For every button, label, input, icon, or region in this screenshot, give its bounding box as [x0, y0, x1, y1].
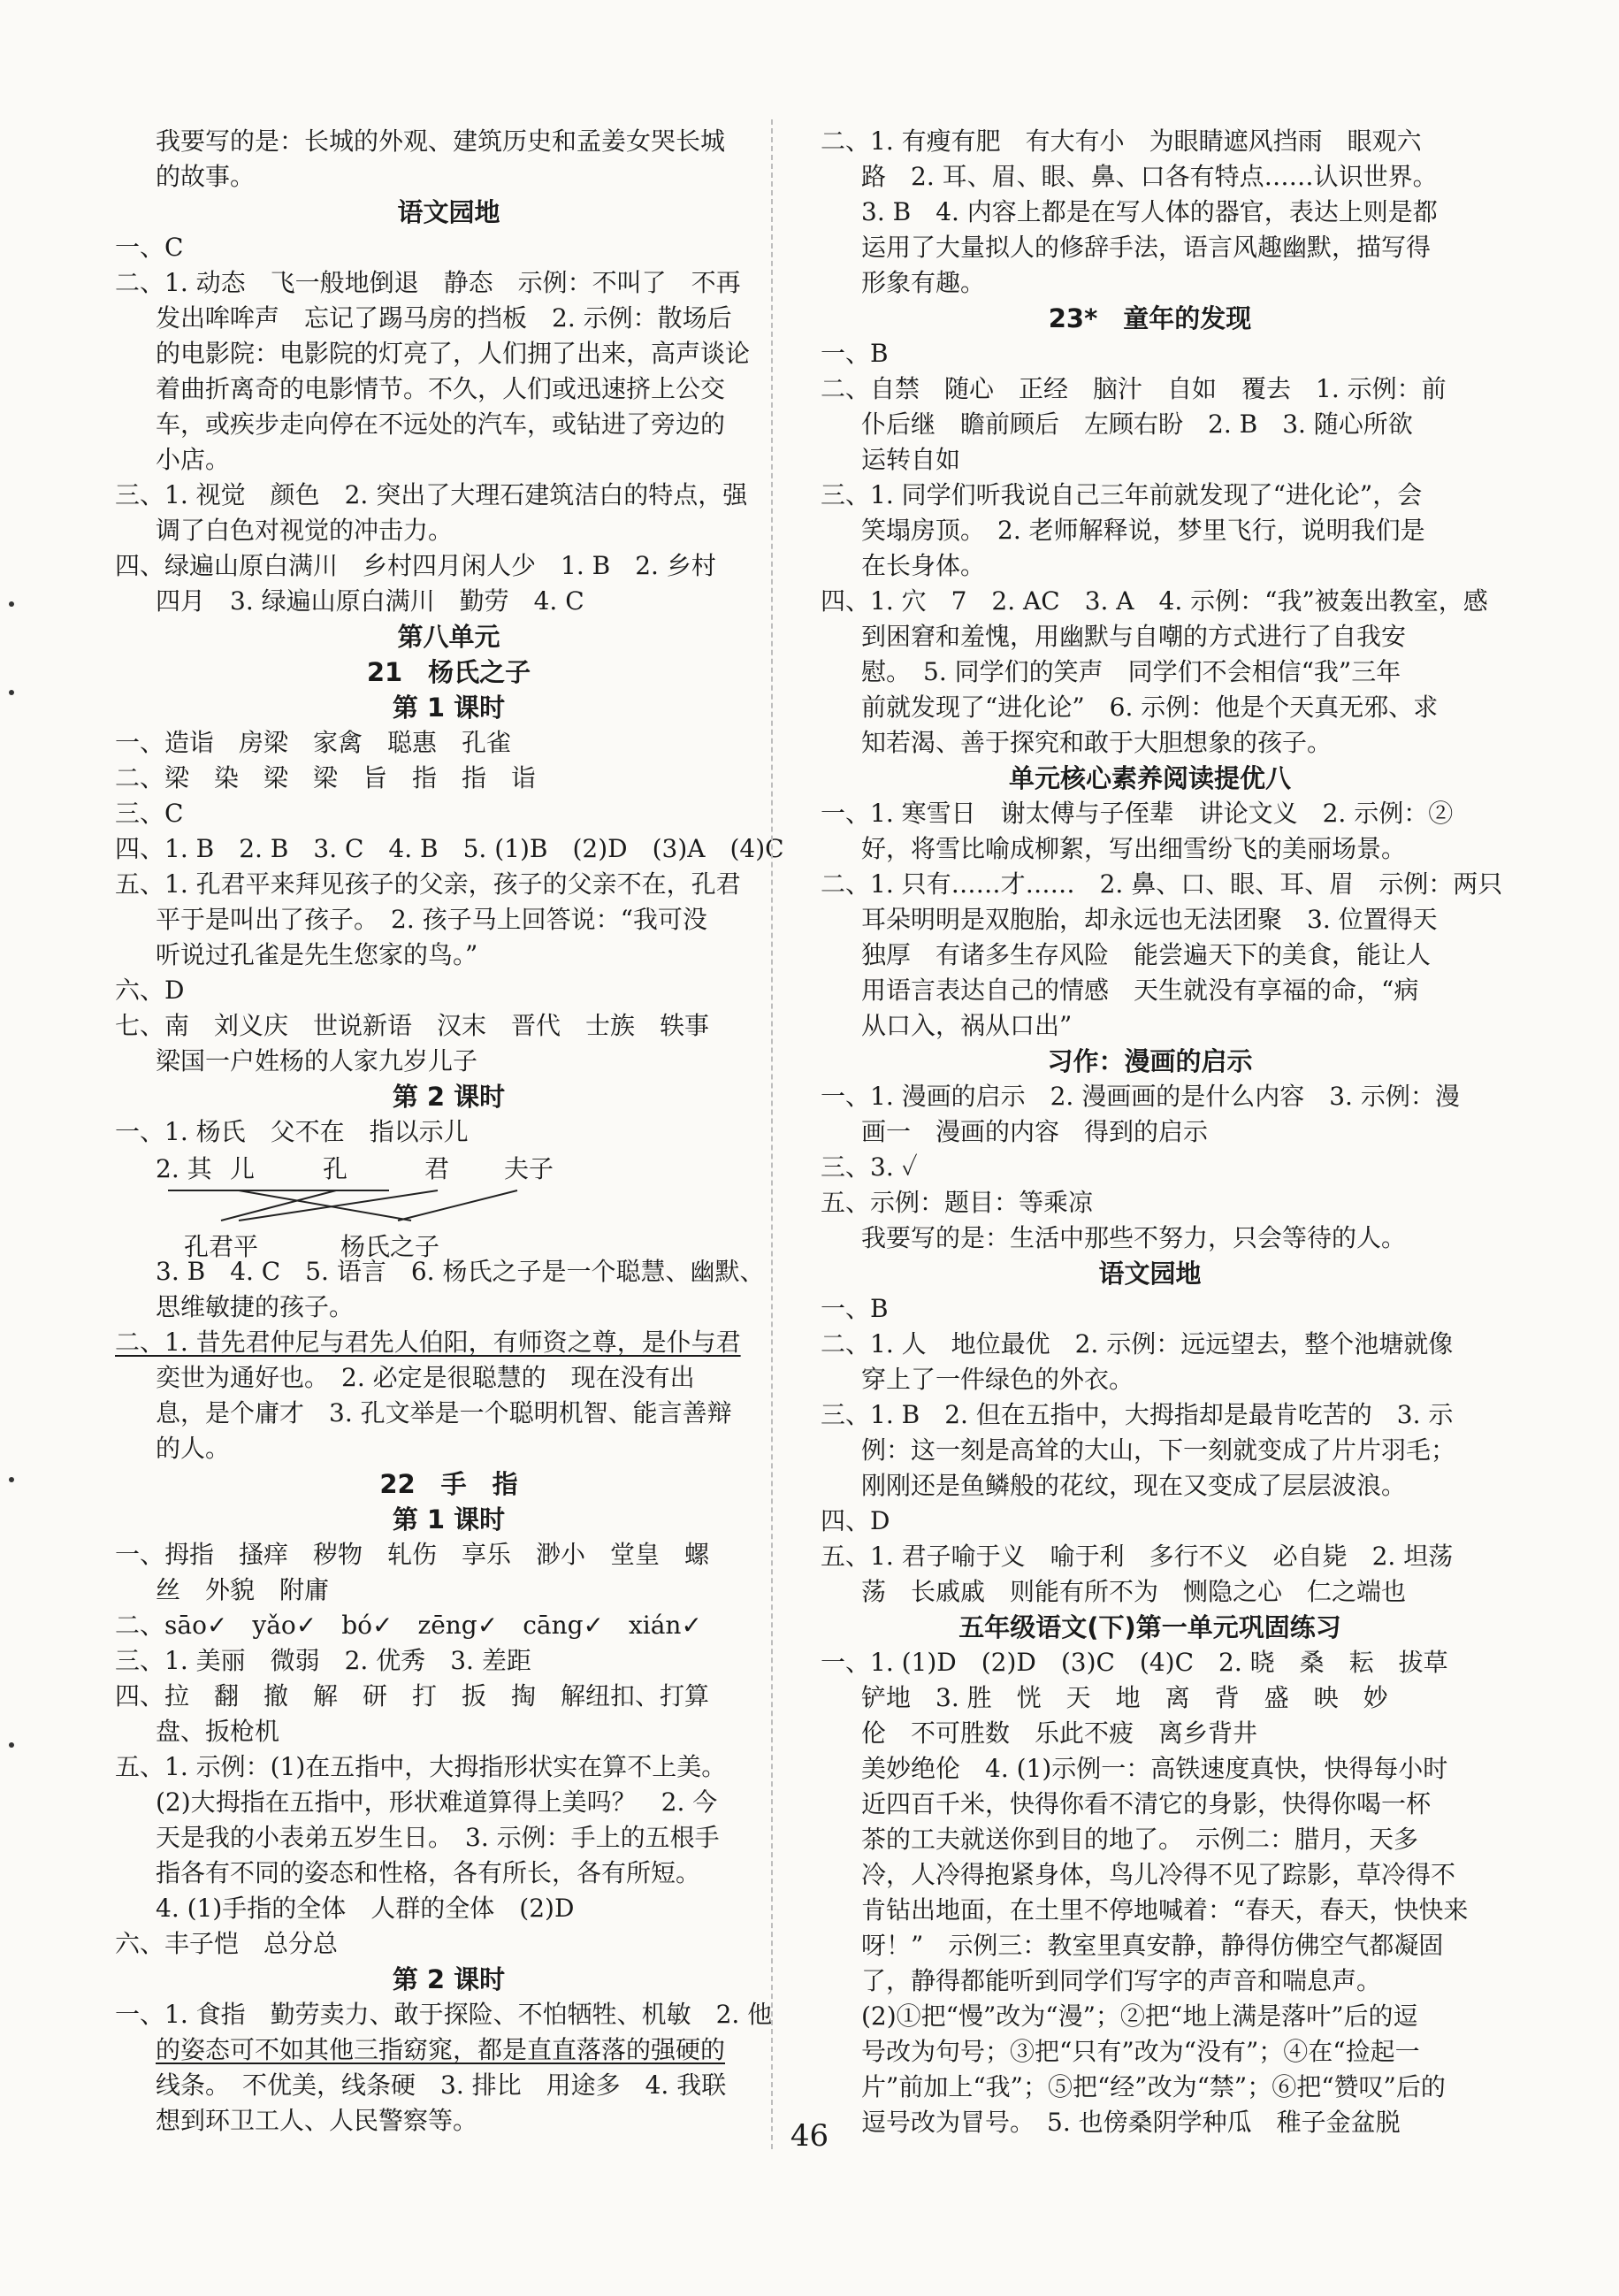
section-heading [821, 761, 1479, 796]
answer-line [115, 1856, 783, 1891]
answer-line [115, 1714, 783, 1749]
answer-line [115, 1044, 783, 1079]
diagram-top-word: 儿 [230, 1154, 256, 1183]
answer-line [115, 902, 783, 938]
answer-line [821, 1716, 1479, 1751]
answer-line [821, 336, 1479, 371]
answer-line [821, 1857, 1479, 1893]
answer-line [115, 1360, 783, 1396]
answer-line [821, 938, 1479, 973]
answer-line [821, 1150, 1479, 1185]
line-text: 呀！” 示例三：教室里真安静，静得仿佛空气都凝固 [861, 1931, 1444, 1960]
line-text: 调了白色对视觉的冲击力。 [156, 516, 454, 545]
line-text: 发出哞哞声 忘记了踢马房的挡板 2. 示例：散场后 [156, 303, 732, 333]
line-text: 二、自禁 随心 正经 脑汁 自如 覆去 1. 示例：前 [821, 374, 1447, 403]
line-text: 小店。 [156, 445, 231, 474]
line-text: 到困窘和羞愧，用幽默与自嘲的方式进行了自我安 [861, 622, 1407, 651]
answer-line [821, 619, 1479, 654]
diagram-top-word: 君 [424, 1154, 450, 1183]
answer-line [821, 124, 1479, 159]
answer-line [821, 265, 1479, 301]
matching-diagram [115, 1154, 783, 1261]
answer-line [821, 796, 1479, 831]
answer-line [821, 1928, 1479, 1963]
line-text: 慰。 5. 同学们的笑声 同学们不会相信“我”三年 [861, 657, 1401, 686]
line-text: 四、D [821, 1506, 890, 1535]
line-text: 的故事。 [156, 162, 256, 191]
answer-line [115, 1891, 783, 1926]
line-text: 茶的工夫就送你到目的地了。 示例二：腊月，天多 [861, 1825, 1419, 1854]
column-divider [771, 119, 773, 2149]
line-text: 奕世为通好也。 2. 必定是很聪慧的 现在没有出 [156, 1363, 695, 1392]
line-text: 五、1. 示例：(1)在五指中，大拇指形状实在算不上美。 [115, 1752, 727, 1781]
line-text: 听说过孔雀是先生您家的鸟。” [156, 940, 478, 969]
section-heading [821, 1256, 1479, 1291]
answer-line [821, 690, 1479, 725]
line-text: 23* 童年的发现 [1048, 303, 1252, 333]
answer-line [821, 195, 1479, 230]
answer-line [821, 1114, 1479, 1150]
answer-line [821, 831, 1479, 867]
line-text: 了，静得都能听到同学们写字的声音和喘息声。 [861, 1966, 1382, 1995]
line-text: 刚刚还是鱼鳞般的花纹，现在又变成了层层波浪。 [861, 1471, 1407, 1500]
answer-line [821, 1680, 1479, 1716]
line-text: 的姿态可不如其他三指窈窕，都是直直落落的强硬的 [156, 2035, 726, 2064]
answer-line [821, 230, 1479, 265]
answer-line [821, 1539, 1479, 1574]
line-text: 车，或疾步走向停在不远处的汽车，或钻进了旁边的 [156, 409, 726, 439]
line-text: 我要写的是：长城的外观、建筑历史和孟姜女哭长城 [156, 126, 726, 156]
answer-line [115, 124, 783, 159]
answer-line [115, 478, 783, 513]
answer-line [115, 1008, 783, 1044]
answer-line [115, 2032, 783, 2068]
answer-line [821, 1893, 1479, 1928]
line-text: 四、拉 翻 撤 解 研 打 扳 掏 解纽扣、打算 [115, 1681, 710, 1711]
answer-line [115, 1573, 783, 1608]
line-text: 习作：漫画的启示 [1047, 1046, 1253, 1076]
line-text: 五、1. 孔君平来拜见孩子的父亲，孩子的父亲不在，孔君 [115, 869, 741, 899]
answer-line [821, 1433, 1479, 1468]
line-text: 第 1 课时 [392, 1504, 506, 1534]
answer-line [115, 584, 783, 619]
section-heading [115, 1502, 783, 1537]
answer-line [115, 407, 783, 442]
line-text: 三、1. 美丽 微弱 2. 优秀 3. 差距 [115, 1646, 531, 1675]
line-text: 思维敏捷的孩子。 [156, 1292, 355, 1321]
answer-line [821, 1221, 1479, 1256]
answer-line [115, 1431, 783, 1466]
answer-line [115, 1537, 783, 1573]
line-text: 一、1. 杨氏 父不在 指以示儿 [115, 1117, 469, 1146]
line-text: 六、丰子恺 总分总 [115, 1929, 339, 1958]
answer-line [821, 2034, 1479, 2070]
answer-line [821, 1185, 1479, 1221]
answer-line [115, 1679, 783, 1714]
answer-line [115, 1926, 783, 1962]
answer-line [821, 1079, 1479, 1114]
answer-line [821, 1504, 1479, 1539]
line-text: 22 手 指 [379, 1469, 518, 1499]
answer-line [115, 336, 783, 371]
line-text: 第八单元 [397, 622, 500, 652]
answer-line [115, 796, 783, 831]
line-text: 丝 外貌 附庸 [156, 1575, 330, 1604]
answer-line [821, 1327, 1479, 1362]
section-heading [821, 1610, 1479, 1645]
line-text: 四月 3. 绿遍山原白满川 勤劳 4. C [156, 586, 584, 616]
matching-line [398, 1190, 517, 1221]
answer-line [821, 548, 1479, 584]
section-heading [821, 301, 1479, 336]
answer-line [821, 1291, 1479, 1327]
answer-line [115, 2068, 783, 2103]
answer-line [115, 159, 783, 195]
line-text: 美妙绝伦 4. (1)示例一：高铁速度真快，快得每小时 [861, 1754, 1448, 1783]
margin-dot [9, 1742, 14, 1748]
line-text: 三、C [115, 799, 184, 828]
answer-line [821, 1963, 1479, 1999]
line-text: 好，将雪比喻成柳絮，写出细雪纷飞的美丽场景。 [861, 834, 1407, 863]
line-text: 一、1. 寒雪日 谢太傅与子侄辈 讲论文义 2. 示例：② [821, 799, 1454, 828]
line-text: 三、1. 同学们听我说自己三年前就发现了“进化论”，会 [821, 480, 1423, 509]
answer-line [115, 1325, 783, 1360]
answer-line [821, 2070, 1479, 2105]
answer-line [115, 301, 783, 336]
line-text: 21 杨氏之子 [366, 657, 531, 687]
line-text: 语文园地 [397, 197, 500, 227]
answer-line [821, 1468, 1479, 1504]
line-text: 盘、扳枪机 [156, 1717, 280, 1746]
line-text: 五、1. 君子喻于义 喻于利 多行不义 必自毙 2. 坦荡 [821, 1542, 1454, 1571]
answer-line [115, 1643, 783, 1679]
margin-dot [9, 601, 14, 607]
line-text: 穿上了一件绿色的外衣。 [861, 1365, 1134, 1394]
line-text: 三、3. ✓ [821, 1152, 918, 1182]
answer-line [115, 371, 783, 407]
line-text: 四、1. 穴 7 2. AC 3. A 4. 示例：“我”被轰出教室，感 [821, 586, 1488, 616]
answer-line [115, 1785, 783, 1820]
diagram-bottom-word: 杨氏之子 [340, 1232, 440, 1261]
line-text: 二、梁 染 梁 梁 旨 指 指 诣 [115, 763, 537, 792]
answer-line [115, 1290, 783, 1325]
line-text: 三、1. 视觉 颜色 2. 突出了大理石建筑洁白的特点，强 [115, 480, 748, 509]
left-column [115, 124, 783, 2139]
answer-line [115, 265, 783, 301]
line-text: 从口入，祸从口出” [861, 1011, 1073, 1040]
line-text: 画一 漫画的内容 得到的启示 [861, 1117, 1209, 1146]
line-text: 一、B [821, 339, 889, 368]
answer-line [821, 407, 1479, 442]
line-text: 我要写的是：生活中那些不努力，只会等待的人。 [861, 1223, 1407, 1252]
line-text: (2)①把“慢”改为“漫”；②把“地上满是落叶”后的逗 [861, 2001, 1418, 2031]
answer-line [821, 725, 1479, 761]
answer-line [821, 1822, 1479, 1857]
section-heading [115, 619, 783, 654]
answer-line [115, 1396, 783, 1431]
answer-line [821, 1362, 1479, 1397]
line-text: 例：这一刻是高耸的大山，下一刻就变成了片片羽毛； [861, 1435, 1456, 1465]
line-text: 二、1. 只有……才…… 2. 鼻、口、眼、耳、眉 示例：两只 [821, 869, 1503, 899]
line-text: 形象有趣。 [861, 268, 986, 297]
answer-line [115, 973, 783, 1008]
line-text: 路 2. 耳、眉、眼、鼻、口各有特点……认识世界。 [861, 162, 1438, 191]
section-heading [115, 1962, 783, 1997]
diagram-bottom-word: 孔君平 [184, 1232, 259, 1261]
line-text: 耳朵明明是双胞胎，却永远也无法团聚 3. 位置得天 [861, 905, 1438, 934]
line-text: 五、示例：题目：等乘凉 [821, 1188, 1094, 1217]
line-text: 六、D [115, 976, 185, 1005]
line-text: 运转自如 [861, 445, 961, 474]
line-text: 第 1 课时 [392, 693, 506, 723]
line-text: 语文园地 [1098, 1259, 1202, 1289]
answer-line [115, 761, 783, 796]
line-text: 逗号改为冒号。 5. 也傍桑阴学种瓜 稚子金盆脱 [861, 2108, 1401, 2137]
line-text: 第 2 课时 [392, 1964, 506, 1994]
answer-line [821, 584, 1488, 619]
answer-line [115, 513, 783, 548]
line-text: 平于是叫出了孩子。 2. 孩子马上回答说：“我可没 [156, 905, 707, 934]
line-text: 一、1. 漫画的启示 2. 漫画画的是什么内容 3. 示例：漫 [821, 1082, 1460, 1111]
line-text: 冷，人冷得抱紧身体，鸟儿冷得不见了踪影，草冷得不 [861, 1860, 1456, 1889]
line-text: 三、1. B 2. 但在五指中，大拇指却是最肯吃苦的 3. 示 [821, 1400, 1454, 1429]
line-text: 前就发现了“进化论” 6. 示例：他是个天真无邪、求 [861, 693, 1439, 722]
line-text: 伦 不可胜数 乐此不疲 离乡背井 [861, 1718, 1258, 1748]
answer-line [821, 1008, 1479, 1044]
diagram-top-word: 夫子 [504, 1154, 554, 1183]
line-text: 息，是个庸才 3. 孔文举是一个聪明机智、能言善辩 [156, 1398, 732, 1427]
section-heading [115, 690, 783, 725]
line-text: 一、C [115, 233, 184, 262]
line-text: 天是我的小表弟五岁生日。 3. 示例：手上的五根手 [156, 1823, 720, 1852]
line-text: 知若渴、善于探究和敢于大胆想象的孩子。 [861, 728, 1333, 757]
answer-line [821, 1787, 1479, 1822]
answer-line [821, 159, 1479, 195]
line-text: 第 2 课时 [392, 1082, 506, 1112]
line-text: 独厚 有诸多生存风险 能尝遍天下的美食，能让人 [861, 940, 1432, 969]
line-text: 二、1. 人 地位最优 2. 示例：远远望去，整个池塘就像 [821, 1329, 1454, 1358]
line-text: 铲地 3. 胜 恍 天 地 离 背 盛 映 妙 [861, 1683, 1388, 1712]
line-text: 3. B 4. 内容上都是在写人体的器官，表达上则是都 [861, 197, 1438, 226]
line-text: 梁国一户姓杨的人家九岁儿子 [156, 1046, 478, 1075]
answer-line [821, 513, 1479, 548]
line-text: 3. B 4. C 5. 语言 6. 杨氏之子是一个聪慧、幽默、 [156, 1257, 765, 1286]
line-text: 4. (1)手指的全体 人群的全体 (2)D [156, 1894, 575, 1923]
line-text: (2)大拇指在五指中，形状难道算得上美吗？ 2. 今 [156, 1787, 718, 1817]
answer-line [821, 902, 1479, 938]
line-text: 肯钻出地面，在土里不停地喊着：“春天，春天，快快来 [861, 1895, 1469, 1925]
line-text: 想到环卫工人、人民警察等。 [156, 2106, 478, 2135]
line-text: 用语言表达自己的情感 天生就没有享福的命，“病 [861, 976, 1419, 1005]
line-text: 二、1. 有瘦有肥 有大有小 为眼睛遮风挡雨 眼观六 [821, 126, 1422, 156]
matching-lines [115, 1182, 645, 1235]
line-text: 二、1. 动态 飞一般地倒退 静态 示例：不叫了 不再 [115, 268, 741, 297]
line-text: 五年级语文(下)第一单元巩固练习 [958, 1612, 1341, 1642]
line-text: 七、南 刘义庆 世说新语 汉末 晋代 士族 轶事 [115, 1011, 710, 1040]
answer-line [115, 442, 783, 478]
right-column [821, 124, 1503, 2140]
answer-line [115, 548, 783, 584]
answer-line [821, 442, 1479, 478]
line-text: 号改为句号；③把“只有”改为“没有”；④在“捡起一 [861, 2037, 1420, 2066]
line-text: 四、绿遍山原白满川 乡村四月闲人少 1. B 2. 乡村 [115, 551, 716, 580]
answer-line [821, 478, 1479, 513]
margin-dot [9, 1477, 14, 1482]
section-heading [115, 1466, 783, 1502]
answer-line [115, 230, 783, 265]
line-text: 单元核心素养阅读提优八 [1008, 763, 1291, 793]
page-number: 46 [790, 2118, 829, 2154]
line-text: 二、sāo✓ yǎo✓ bó✓ zēng✓ cāng✓ xián✓ [115, 1611, 702, 1640]
answer-line [115, 867, 783, 902]
line-text: 在长身体。 [861, 551, 986, 580]
section-heading [115, 654, 783, 690]
answer-line [821, 867, 1503, 902]
line-text: 仆后继 瞻前顾后 左顾右盼 2. B 3. 随心所欲 [861, 409, 1413, 439]
line-text: 的人。 [156, 1434, 231, 1463]
line-text: 近四百千米，快得你看不清它的身影，快得你喝一杯 [861, 1789, 1432, 1818]
line-text: 的电影院：电影院的灯亮了，人们拥了出来，高声谈论 [156, 339, 751, 368]
section-heading [115, 195, 783, 230]
line-text: 片”前加上“我”；⑤把“经”改为“禁”；⑥把“赞叹”后的 [861, 2072, 1446, 2101]
answer-line [821, 1574, 1479, 1610]
answer-line [115, 1749, 783, 1785]
answer-line [115, 831, 783, 867]
answer-line [821, 371, 1479, 407]
answer-line [821, 654, 1479, 690]
answer-line [821, 1397, 1479, 1433]
margin-dot [9, 690, 14, 695]
line-text: 指各有不同的姿态和性格，各有所长，各有所短。 [156, 1858, 701, 1887]
answer-line [115, 1608, 783, 1643]
line-text: 荡 长戚戚 则能有所不为 恻隐之心 仁之端也 [861, 1577, 1407, 1606]
line-text: 笑塌房顶。 2. 老师解释说，梦里飞行，说明我们是 [861, 516, 1425, 545]
matching-line [221, 1190, 336, 1221]
line-text: 一、拇指 搔痒 秽物 轧伤 享乐 渺小 堂皇 螺 [115, 1540, 710, 1569]
diagram-top-word: 2. 其 [156, 1154, 212, 1183]
line-text: 一、B [821, 1294, 889, 1323]
answer-line [821, 1645, 1479, 1680]
answer-line [115, 1820, 783, 1856]
line-text: 四、1. B 2. B 3. C 4. B 5. (1)B (2)D (3)A (4)C [115, 834, 784, 863]
answer-line [115, 938, 783, 973]
answer-line [821, 1751, 1479, 1787]
answer-line [115, 725, 783, 761]
answer-line [115, 1997, 783, 2032]
diagram-top-word: 孔 [323, 1154, 348, 1183]
answer-line [821, 973, 1479, 1008]
line-text: 着曲折离奇的电影情节。不久，人们或迅速挤上公交 [156, 374, 726, 403]
section-heading [821, 1044, 1479, 1079]
answer-line [821, 1999, 1479, 2034]
line-text: 运用了大量拟人的修辞手法，语言风趣幽默，描写得 [861, 233, 1432, 262]
answer-line [115, 1114, 783, 1150]
line-text: 一、1. (1)D (2)D (3)C (4)C 2. 晓 桑 耘 拔草 [821, 1648, 1448, 1677]
line-text: 线条。 不优美，线条硬 3. 排比 用途多 4. 我联 [156, 2070, 727, 2100]
line-text: 一、1. 食指 勤劳卖力、敢于探险、不怕牺牲、机敏 2. 他 [115, 2000, 773, 2029]
section-heading [115, 1079, 783, 1114]
line-text: 二、1. 昔先君仲尼与君先人伯阳，有师资之尊，是仆与君 [115, 1328, 741, 1357]
line-text: 一、造诣 房梁 家禽 聪惠 孔雀 [115, 728, 512, 757]
